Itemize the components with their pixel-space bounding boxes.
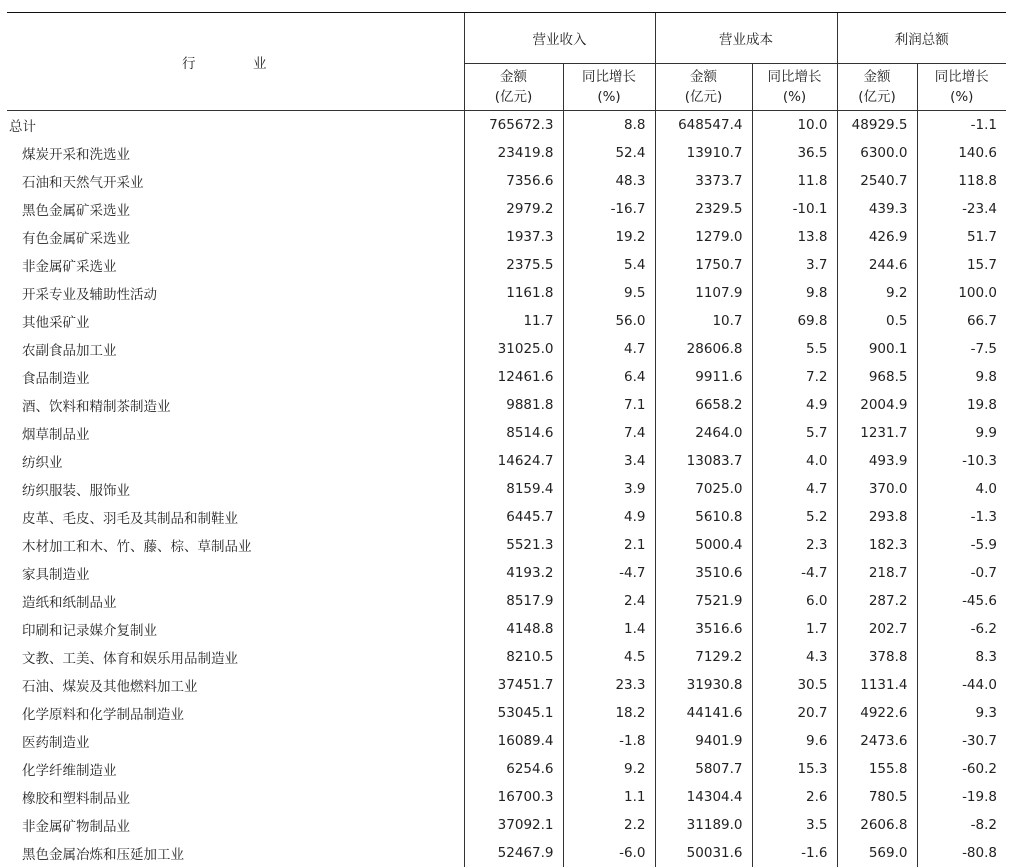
profit-growth-cell: -80.8 <box>917 839 1006 867</box>
profit-amount-cell: 493.9 <box>837 447 917 475</box>
profit-amount-cell: 378.8 <box>837 643 917 671</box>
cost-amount-cell: 10.7 <box>655 307 752 335</box>
profit-amount-cell: 900.1 <box>837 335 917 363</box>
revenue-amount-cell: 7356.6 <box>464 167 563 195</box>
revenue-growth-cell: 4.9 <box>563 503 655 531</box>
table-row <box>7 363 1006 391</box>
table-row <box>7 503 1006 531</box>
revenue-growth-cell: 8.8 <box>563 111 655 140</box>
industry-name-cell: 文教、工美、体育和娱乐用品制造业 <box>7 643 464 671</box>
revenue-growth-cell: 9.5 <box>563 279 655 307</box>
cost-amount-cell: 9401.9 <box>655 727 752 755</box>
revenue-amount-cell: 8159.4 <box>464 475 563 503</box>
cost-growth-cell: 20.7 <box>752 699 837 727</box>
profit-group-header: 利润总额 <box>837 13 1006 64</box>
industry-name-cell: 黑色金属冶炼和压延加工业 <box>7 839 464 867</box>
profit-growth-cell: -7.5 <box>917 335 1006 363</box>
revenue-growth-cell: -1.8 <box>563 727 655 755</box>
revenue-growth-cell: 6.4 <box>563 363 655 391</box>
profit-amount-cell: 244.6 <box>837 251 917 279</box>
profit-growth-cell: -44.0 <box>917 671 1006 699</box>
cost-amount-cell: 6658.2 <box>655 391 752 419</box>
cost-growth-cell: -4.7 <box>752 559 837 587</box>
profit-growth-cell: -0.7 <box>917 559 1006 587</box>
cost-growth-cell: 30.5 <box>752 671 837 699</box>
revenue-growth-cell: 52.4 <box>563 139 655 167</box>
revenue-growth-cell: 1.4 <box>563 615 655 643</box>
profit-amount-cell: 6300.0 <box>837 139 917 167</box>
table-row <box>7 811 1006 839</box>
industry-name-cell: 化学原料和化学制品制造业 <box>7 699 464 727</box>
cost-amount-cell: 2464.0 <box>655 419 752 447</box>
profit-amount-cell: 1231.7 <box>837 419 917 447</box>
revenue-growth-cell: 7.1 <box>563 391 655 419</box>
profit-amount-cell: 2606.8 <box>837 811 917 839</box>
industry-name-cell: 非金属矿物制品业 <box>7 811 464 839</box>
table-row <box>7 587 1006 615</box>
profit-growth-cell: -8.2 <box>917 811 1006 839</box>
profit-growth-cell: 4.0 <box>917 475 1006 503</box>
revenue-amount-cell: 2979.2 <box>464 195 563 223</box>
profit-growth-cell: -30.7 <box>917 727 1006 755</box>
profit-growth-cell: 8.3 <box>917 643 1006 671</box>
profit-amount-cell: 4922.6 <box>837 699 917 727</box>
revenue-amount-cell: 6445.7 <box>464 503 563 531</box>
revenue-amount-cell: 9881.8 <box>464 391 563 419</box>
profit-amount-cell: 2540.7 <box>837 167 917 195</box>
cost-amount-cell: 3373.7 <box>655 167 752 195</box>
revenue-growth-cell: 48.3 <box>563 167 655 195</box>
table-body <box>7 111 1006 867</box>
profit-growth-cell: 19.8 <box>917 391 1006 419</box>
industry-name-cell: 造纸和纸制品业 <box>7 587 464 615</box>
revenue-growth-cell: 9.2 <box>563 755 655 783</box>
revenue-growth-cell: 4.5 <box>563 643 655 671</box>
cost-growth-cell: 9.6 <box>752 727 837 755</box>
industry-name-cell: 皮革、毛皮、羽毛及其制品和制鞋业 <box>7 503 464 531</box>
profit-amount-cell: 218.7 <box>837 559 917 587</box>
table-row <box>7 447 1006 475</box>
cost-amount-cell: 1750.7 <box>655 251 752 279</box>
profit-amount-cell: 9.2 <box>837 279 917 307</box>
profit-growth-cell: 118.8 <box>917 167 1006 195</box>
cost-growth-cell: 2.6 <box>752 783 837 811</box>
industry-name-cell: 有色金属矿采选业 <box>7 223 464 251</box>
cost-amount-cell: 13083.7 <box>655 447 752 475</box>
revenue-amount-cell: 4148.8 <box>464 615 563 643</box>
cost-growth-cell: 4.3 <box>752 643 837 671</box>
cost-amount-cell: 648547.4 <box>655 111 752 140</box>
industry-name-cell: 石油和天然气开采业 <box>7 167 464 195</box>
revenue-growth-cell: 2.4 <box>563 587 655 615</box>
cost-growth-cell: 5.2 <box>752 503 837 531</box>
profit-growth-cell: 66.7 <box>917 307 1006 335</box>
cost-growth-cell: 4.9 <box>752 391 837 419</box>
profit-amount-cell: 968.5 <box>837 363 917 391</box>
profit-amount-cell: 0.5 <box>837 307 917 335</box>
revenue-amount-cell: 1937.3 <box>464 223 563 251</box>
revenue-growth-cell: 18.2 <box>563 699 655 727</box>
profit-amount-cell: 202.7 <box>837 615 917 643</box>
revenue-amount-cell: 16089.4 <box>464 727 563 755</box>
cost-growth-cell: -1.6 <box>752 839 837 867</box>
revenue-amount-cell: 1161.8 <box>464 279 563 307</box>
cost-growth-cell: 15.3 <box>752 755 837 783</box>
profit-growth-header: 同比增长 (%) <box>917 64 1006 111</box>
profit-amount-cell: 569.0 <box>837 839 917 867</box>
profit-growth-cell: -1.1 <box>917 111 1006 140</box>
profit-growth-cell: 51.7 <box>917 223 1006 251</box>
industry-name-cell: 石油、煤炭及其他燃料加工业 <box>7 671 464 699</box>
profit-amount-cell: 780.5 <box>837 783 917 811</box>
industry-statistics-table <box>7 12 1006 867</box>
table-row <box>7 671 1006 699</box>
cost-amount-cell: 28606.8 <box>655 335 752 363</box>
revenue-growth-header: 同比增长 (%) <box>563 64 655 111</box>
revenue-growth-cell: 1.1 <box>563 783 655 811</box>
table-row <box>7 307 1006 335</box>
table-row <box>7 783 1006 811</box>
industry-name-cell: 纺织服装、服饰业 <box>7 475 464 503</box>
cost-amount-cell: 3510.6 <box>655 559 752 587</box>
industry-name-cell: 烟草制品业 <box>7 419 464 447</box>
total-row <box>7 111 1006 140</box>
revenue-growth-cell: 3.4 <box>563 447 655 475</box>
profit-amount-cell: 155.8 <box>837 755 917 783</box>
cost-amount-cell: 1279.0 <box>655 223 752 251</box>
profit-amount-cell: 2004.9 <box>837 391 917 419</box>
industry-name-cell: 其他采矿业 <box>7 307 464 335</box>
cost-growth-header: 同比增长 (%) <box>752 64 837 111</box>
table-row <box>7 531 1006 559</box>
cost-amount-cell: 50031.6 <box>655 839 752 867</box>
cost-amount-cell: 44141.6 <box>655 699 752 727</box>
revenue-group-header: 营业收入 <box>464 13 655 64</box>
revenue-growth-cell: 2.1 <box>563 531 655 559</box>
revenue-amount-header: 金额 (亿元) <box>464 64 563 111</box>
profit-amount-header: 金额 (亿元) <box>837 64 917 111</box>
profit-amount-cell: 48929.5 <box>837 111 917 140</box>
revenue-amount-cell: 37092.1 <box>464 811 563 839</box>
revenue-growth-cell: 4.7 <box>563 335 655 363</box>
cost-growth-cell: 10.0 <box>752 111 837 140</box>
cost-amount-cell: 13910.7 <box>655 139 752 167</box>
table-row <box>7 615 1006 643</box>
revenue-amount-cell: 5521.3 <box>464 531 563 559</box>
profit-amount-cell: 293.8 <box>837 503 917 531</box>
industry-name-cell: 家具制造业 <box>7 559 464 587</box>
cost-amount-cell: 5000.4 <box>655 531 752 559</box>
revenue-amount-cell: 12461.6 <box>464 363 563 391</box>
cost-growth-cell: 6.0 <box>752 587 837 615</box>
profit-growth-cell: -10.3 <box>917 447 1006 475</box>
revenue-growth-cell: -16.7 <box>563 195 655 223</box>
table-row <box>7 167 1006 195</box>
revenue-amount-cell: 8517.9 <box>464 587 563 615</box>
cost-amount-cell: 1107.9 <box>655 279 752 307</box>
profit-amount-cell: 2473.6 <box>837 727 917 755</box>
profit-amount-cell: 439.3 <box>837 195 917 223</box>
profit-growth-cell: 9.8 <box>917 363 1006 391</box>
revenue-amount-cell: 6254.6 <box>464 755 563 783</box>
cost-growth-cell: 9.8 <box>752 279 837 307</box>
profit-growth-cell: 140.6 <box>917 139 1006 167</box>
industry-name-cell: 农副食品加工业 <box>7 335 464 363</box>
revenue-amount-cell: 2375.5 <box>464 251 563 279</box>
revenue-amount-cell: 11.7 <box>464 307 563 335</box>
industry-name-cell: 总计 <box>7 111 464 140</box>
profit-amount-cell: 182.3 <box>837 531 917 559</box>
cost-growth-cell: 69.8 <box>752 307 837 335</box>
table-row <box>7 643 1006 671</box>
industry-name-cell: 印刷和记录媒介复制业 <box>7 615 464 643</box>
profit-growth-cell: -19.8 <box>917 783 1006 811</box>
revenue-amount-cell: 4193.2 <box>464 559 563 587</box>
profit-growth-cell: 9.9 <box>917 419 1006 447</box>
revenue-growth-cell: 56.0 <box>563 307 655 335</box>
industry-name-cell: 煤炭开采和洗选业 <box>7 139 464 167</box>
profit-amount-cell: 287.2 <box>837 587 917 615</box>
cost-amount-cell: 14304.4 <box>655 783 752 811</box>
cost-growth-cell: 36.5 <box>752 139 837 167</box>
profit-growth-cell: -6.2 <box>917 615 1006 643</box>
revenue-growth-cell: 5.4 <box>563 251 655 279</box>
cost-growth-cell: 2.3 <box>752 531 837 559</box>
cost-growth-cell: 4.7 <box>752 475 837 503</box>
revenue-growth-cell: 3.9 <box>563 475 655 503</box>
industry-name-cell: 酒、饮料和精制茶制造业 <box>7 391 464 419</box>
revenue-amount-cell: 8514.6 <box>464 419 563 447</box>
profit-growth-cell: -60.2 <box>917 755 1006 783</box>
cost-growth-cell: -10.1 <box>752 195 837 223</box>
table-row <box>7 699 1006 727</box>
profit-growth-cell: 15.7 <box>917 251 1006 279</box>
revenue-amount-cell: 23419.8 <box>464 139 563 167</box>
cost-amount-cell: 5807.7 <box>655 755 752 783</box>
revenue-amount-cell: 765672.3 <box>464 111 563 140</box>
industry-name-cell: 开采专业及辅助性活动 <box>7 279 464 307</box>
cost-amount-cell: 5610.8 <box>655 503 752 531</box>
table-row <box>7 419 1006 447</box>
revenue-amount-cell: 14624.7 <box>464 447 563 475</box>
industry-column-header: 行 业 <box>7 13 464 111</box>
revenue-growth-cell: 23.3 <box>563 671 655 699</box>
profit-growth-cell: -45.6 <box>917 587 1006 615</box>
revenue-amount-cell: 52467.9 <box>464 839 563 867</box>
revenue-growth-cell: -4.7 <box>563 559 655 587</box>
industry-name-cell: 食品制造业 <box>7 363 464 391</box>
profit-amount-cell: 370.0 <box>837 475 917 503</box>
revenue-amount-cell: 31025.0 <box>464 335 563 363</box>
profit-amount-cell: 1131.4 <box>837 671 917 699</box>
cost-amount-cell: 2329.5 <box>655 195 752 223</box>
table-row <box>7 279 1006 307</box>
cost-group-header: 营业成本 <box>655 13 837 64</box>
profit-growth-cell: -1.3 <box>917 503 1006 531</box>
table-row <box>7 755 1006 783</box>
cost-amount-cell: 3516.6 <box>655 615 752 643</box>
cost-growth-cell: 11.8 <box>752 167 837 195</box>
cost-amount-cell: 9911.6 <box>655 363 752 391</box>
profit-growth-cell: 9.3 <box>917 699 1006 727</box>
cost-growth-cell: 3.7 <box>752 251 837 279</box>
cost-growth-cell: 13.8 <box>752 223 837 251</box>
cost-growth-cell: 5.5 <box>752 335 837 363</box>
revenue-amount-cell: 37451.7 <box>464 671 563 699</box>
table-row <box>7 195 1006 223</box>
revenue-amount-cell: 8210.5 <box>464 643 563 671</box>
revenue-growth-cell: 19.2 <box>563 223 655 251</box>
revenue-amount-cell: 53045.1 <box>464 699 563 727</box>
industry-name-cell: 医药制造业 <box>7 727 464 755</box>
table-row <box>7 727 1006 755</box>
cost-growth-cell: 4.0 <box>752 447 837 475</box>
industry-name-cell: 化学纤维制造业 <box>7 755 464 783</box>
table-row <box>7 559 1006 587</box>
cost-amount-cell: 7129.2 <box>655 643 752 671</box>
cost-amount-cell: 7521.9 <box>655 587 752 615</box>
industry-name-cell: 橡胶和塑料制品业 <box>7 783 464 811</box>
table-row <box>7 251 1006 279</box>
table-row <box>7 335 1006 363</box>
industry-name-cell: 黑色金属矿采选业 <box>7 195 464 223</box>
table-row <box>7 391 1006 419</box>
table-row <box>7 475 1006 503</box>
industry-name-cell: 非金属矿采选业 <box>7 251 464 279</box>
cost-growth-cell: 5.7 <box>752 419 837 447</box>
profit-growth-cell: -23.4 <box>917 195 1006 223</box>
industry-name-cell: 木材加工和木、竹、藤、棕、草制品业 <box>7 531 464 559</box>
revenue-growth-cell: 2.2 <box>563 811 655 839</box>
industry-name-cell: 纺织业 <box>7 447 464 475</box>
revenue-growth-cell: -6.0 <box>563 839 655 867</box>
profit-growth-cell: -5.9 <box>917 531 1006 559</box>
cost-amount-header: 金额 (亿元) <box>655 64 752 111</box>
revenue-amount-cell: 16700.3 <box>464 783 563 811</box>
table-row <box>7 139 1006 167</box>
profit-growth-cell: 100.0 <box>917 279 1006 307</box>
cost-amount-cell: 7025.0 <box>655 475 752 503</box>
cost-amount-cell: 31930.8 <box>655 671 752 699</box>
cost-growth-cell: 7.2 <box>752 363 837 391</box>
cost-growth-cell: 3.5 <box>752 811 837 839</box>
cost-growth-cell: 1.7 <box>752 615 837 643</box>
profit-amount-cell: 426.9 <box>837 223 917 251</box>
table-row <box>7 223 1006 251</box>
revenue-growth-cell: 7.4 <box>563 419 655 447</box>
cost-amount-cell: 31189.0 <box>655 811 752 839</box>
